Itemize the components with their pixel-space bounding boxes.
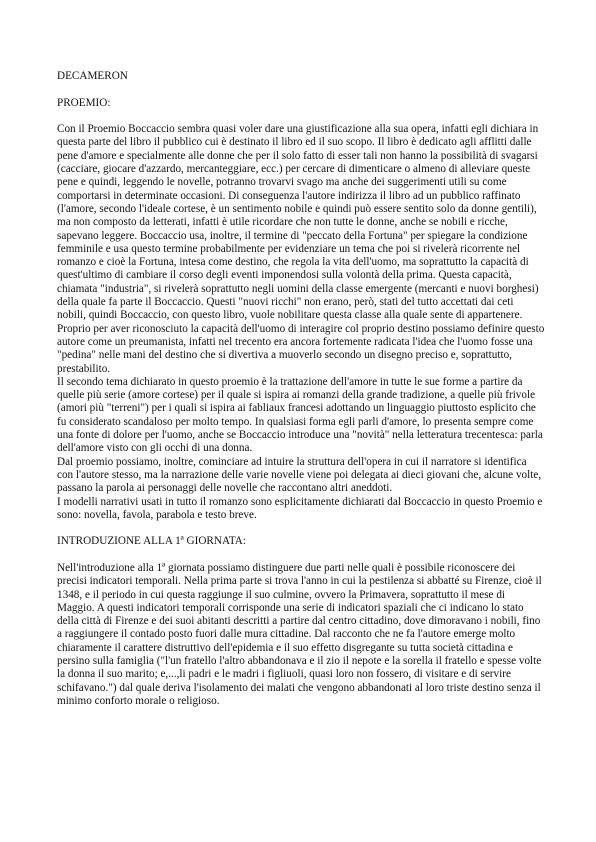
document-title: DECAMERON <box>57 70 128 82</box>
paragraph: Nell'introduzione alla 1ª giornata possiamo distinguere due parti nelle quali è possibile riconoscere dei precisi indicatori temporali. Nella prima parte si trova l'anno in cui la pestilenza si abbatté su Firenze, cioè il 1348, e il periodo in cui questa raggiunge il suo culmine, ovvero la Primavera, soprattutto il mese di Maggio. A questi indicatori temporali corrisponde una serie di indicatori spaziali che ci indicano lo stato della città di Firenze e dei suoi abitanti descritti a partire dal centro cittadino, dove dimoravano i nobili, fino a raggiungere il contado posto fuori dalle mura cittadine. Dal racconto che ne fa l'autore emerge molto chiaramente il carattere distruttivo dell'epidemia e il suo effetto disgregante su tutta società cittadina e persino sulla famiglia ("l'un fratello l'altro abbandonava e il zio il nepote e la sorella il fratello e spesse volte la donna il suo marito; e,...,li padri e le madri i figliuoli, quasi loro non fossero, di visitare e di servire schifavano.") dal quale deriva l'isolamento dei malati che vengono abbandonati al loro triste destino senza il minimo conforto morale o religioso. <box>57 561 542 707</box>
section-heading-introduzione: INTRODUZIONE ALLA 1ª GIORNATA: <box>57 535 246 548</box>
paragraph: Il secondo tema dichiarato in questo proemio è la trattazione dell'amore in tutte le sue forme a partire da quelle più serie (amore cortese) per il quale si ispira ai romanzi della grande tradizione, a quelle più frivole (amori più "terreni") per i quali si ispira ai fabliaux francesi adottando un linguaggio piuttosto esplicito che fu considerato scandaloso per molto tempo. In qualsiasi forma egli parli d'amore, lo presenta sempre come una fonte di dolore per l'uomo, anche se Boccaccio introduce una "novità" nella letteratura trecentesca: parla dell'amore visto con gli occhi di una donna. <box>57 375 543 455</box>
paragraph: I modelli narrativi usati in tutto il romanzo sono esplicitamente dichiarati dal Boccaccio in questo Proemio e sono: novella, favola, parabola e testo breve. <box>57 495 543 521</box>
paragraph: Dal proemio possiamo, inoltre, cominciare ad intuire la struttura dell'opera in cui il narratore si identifica con l'autore stesso, ma la narrazione delle varie novelle viene poi delegata ai dieci giovani che, alcune volte, passano la parola ai personaggi delle novelle che raccontano altri aneddoti. <box>57 455 542 495</box>
paragraph: Con il Proemio Boccaccio sembra quasi voler dare una giustificazione alla sua opera, infatti egli dichiara in questa parte del libro il pubblico cui è destinato il libro ed il suo scopo. Il libro è dedicato agli afflitti dalle pene d'amore e specialmente alle donne che per il solo fatto di esser tali non hanno la possibilità di svagarsi (cacciare, giocare d'azzardo, mercanteggiare, ecc.) per cercare di dimenticare o almeno di alleviare queste pene e quindi, leggendo le novelle, potranno trovarvi svago ma anche dei suggerimenti utili su come comportarsi in determinate occasioni. Di conseguenza l'autore indirizza il libro ad un pubblico raffinato (l'amore, secondo l'ideale cortese, è un sentimento nobile e quindi può essere sentito solo da donne gentili), ma non composto da letterati, infatti è utile ricordare che non tutte le donne, anche se nobili e ricche, sapevano leggere. Boccaccio usa, inoltre, il termine di "peccato della Fortuna" per spiegare la condizione femminile e usa questo termine probabilmente per evidenziare un tema che poi si rivelerà ricorrente nel romanzo e cioè la Fortuna, intesa come destino, che regola la vita dell'uomo, ma soprattutto la capacità di quest'ultimo di cambiare il corso degli eventi imponendosi sulla volontà della prima. Questa capacità, chiamata "industria", si rivelerà soprattutto negli uomini della classe emergente (mercanti e nuovi borghesi) della quale fa parte il Boccaccio. Questi "nuovi ricchi" non erano, però, stati del tutto accettati dai ceti nobili, quindi Boccaccio, con questo libro, vuole nobilitare questa classe alla quale sente di appartenere. Proprio per aver riconosciuto la capacità dell'uomo di interagire col proprio destino possiamo definire questo autore come un preumanista, infatti nel trecento era ancora fortemente radicata l'idea che l'uomo fosse una "pedina" nelle mani del destino che si divertiva a muoverlo secondo un disegno preciso e, soprattutto, prestabilito. <box>57 123 545 375</box>
document-page <box>57 70 545 708</box>
section-heading-proemio: PROEMIO: <box>57 96 111 109</box>
